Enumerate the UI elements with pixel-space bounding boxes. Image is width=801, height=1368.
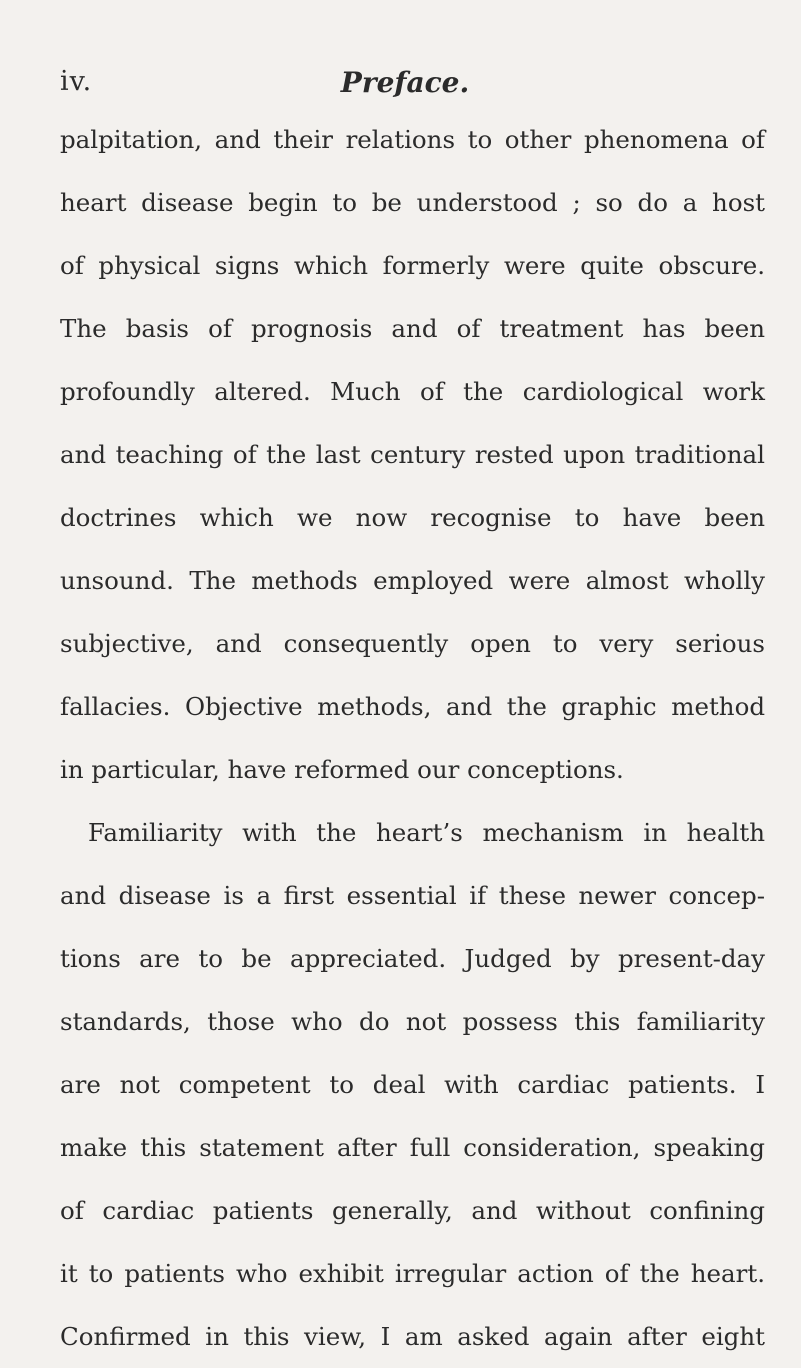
text-line: palpitation, and their relations to other phenomena of <box>60 125 765 154</box>
text-line: it to patients who exhibit irregular action of the heart. <box>60 1259 765 1288</box>
text-line: unsound. The methods employed were almost wholly <box>60 566 765 595</box>
page-number: iv. <box>60 66 93 97</box>
text-line: The basis of prognosis and of treatment has been <box>60 314 765 343</box>
text-line: tions are to be appreciated. Judged by present-day <box>60 944 765 973</box>
text-line: of physical signs which formerly were quite obscure. <box>60 251 765 280</box>
page-header <box>60 66 750 106</box>
text-line: and teaching of the last century rested upon traditional <box>60 440 765 469</box>
text-line: doctrines which we now recognise to have been <box>60 503 765 532</box>
text-line: fallacies. Objective methods, and the graphic method <box>60 692 765 721</box>
paragraph-first-line: Familiarity with the heart’s mechanism in health <box>88 818 765 847</box>
running-title: Preface. <box>340 66 470 99</box>
body-text <box>60 108 765 1368</box>
text-line: standards, those who do not possess this familiarity <box>60 1007 765 1036</box>
text-line: Confirmed in this view, I am asked again after eight <box>60 1322 765 1351</box>
text-line: subjective, and consequently open to very serious <box>60 629 765 658</box>
text-line: and disease is a first essential if these newer concep- <box>60 881 765 910</box>
text-line: heart disease begin to be understood ; so do a host <box>60 188 765 217</box>
text-line: of cardiac patients generally, and without confining <box>60 1196 765 1225</box>
text-line: in particular, have reformed our conceptions. <box>60 755 624 784</box>
text-line: are not competent to deal with cardiac patients. I <box>60 1070 765 1099</box>
text-line: make this statement after full consideration, speaking <box>60 1133 765 1162</box>
text-line: profoundly altered. Much of the cardiological work <box>60 377 765 406</box>
